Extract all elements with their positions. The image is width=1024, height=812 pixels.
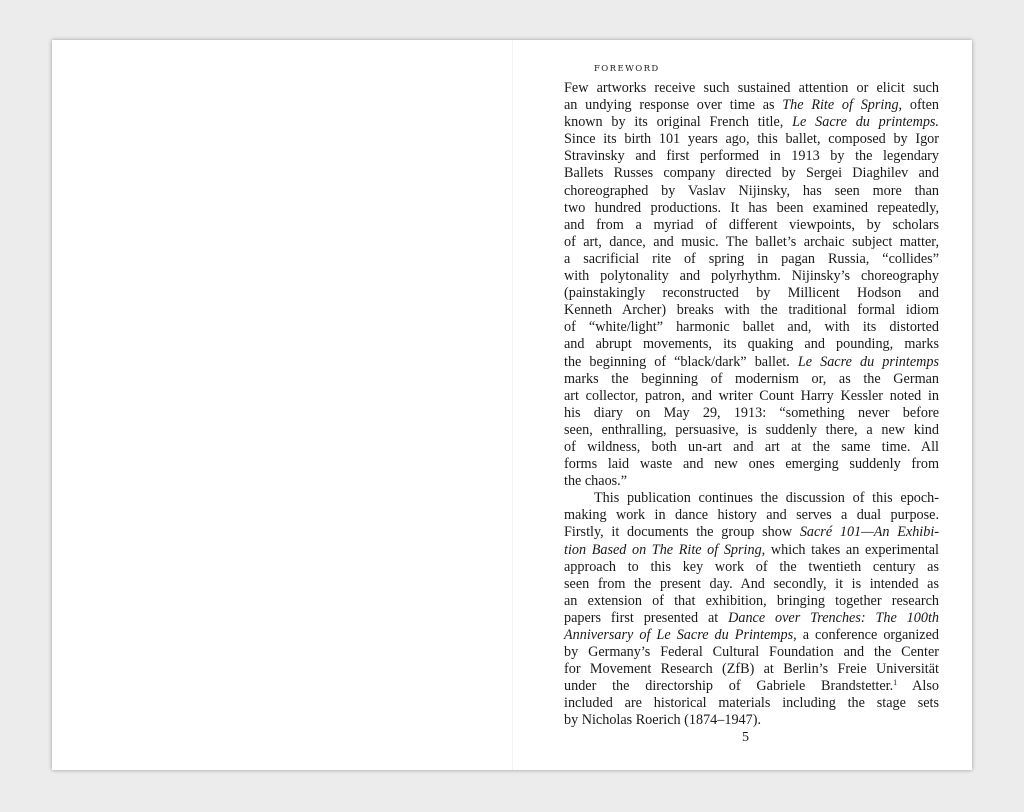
text-line: Few artworks receive such sustained attention or elicit such (564, 80, 939, 96)
text-line: the beginning of “black/dark” ballet. Le Sacre du printemps (564, 353, 939, 370)
italic-title: The Rite of Spring, (782, 97, 903, 114)
text-line: This publication continues the discussion of this epoch- (594, 490, 939, 507)
gutter (512, 40, 513, 770)
italic-title: Anniversary of Le Sacre du Printemps, (564, 627, 797, 643)
text-line: marks the beginning of modernism or, as the German (564, 370, 939, 387)
text-line: making work in dance history and serves a dual purpose. (564, 507, 939, 524)
text-line: included are historical materials including the stage sets (564, 695, 939, 712)
running-head: FOREWORD (594, 64, 660, 74)
text-line: under the directorship of Gabriele Brandstetter.$^1$ Also (564, 678, 939, 695)
text-line: art collector, patron, and writer Count Harry Kessler noted in (564, 387, 939, 404)
right-page (564, 62, 939, 730)
text-line: papers first presented at Dance over Trenches: The 100th (564, 609, 939, 626)
text-line: and abrupt movements, its quaking and pounding, marks (564, 336, 939, 353)
text-line: an undying response over time as The Rite of Spring, often (564, 97, 939, 114)
page-number: 5 (742, 730, 749, 745)
text-line: Anniversary of Le Sacre du Printemps, a conference organized (564, 627, 939, 643)
footnote-marker: 1 (893, 678, 898, 688)
text-line: of “white/light” harmonic ballet and, with its distorted (564, 319, 939, 336)
text-line: tion Based on The Rite of Spring, which takes an experimental (564, 541, 939, 558)
text-line: known by its original French title, Le Sacre du printemps. (564, 114, 939, 131)
text-line: forms laid waste and new ones emerging suddenly from (564, 456, 939, 473)
text-line: approach to this key work of the twentieth century as (564, 558, 939, 575)
text-line: a sacrificial rite of spring in pagan Russia, “collides” (564, 250, 939, 267)
text-line: seen, enthralling, persuasive, is suddenly there, a new kind (564, 421, 939, 438)
italic-title: Le Sacre du printemps (797, 353, 939, 370)
foreword-body-text (564, 80, 939, 730)
text-line: two hundred productions. It has been examined repeatedly, (564, 199, 939, 216)
text-line: Ballets Russes company directed by Sergei Diaghilev and (564, 165, 939, 182)
text-line: of wildness, both un-art and art at the same time. All (564, 438, 939, 455)
text-line: Kenneth Archer) breaks with the traditional formal idiom (564, 302, 939, 319)
text-line: Since its birth 101 years ago, this ballet, composed by Igor (564, 131, 939, 148)
text-line: his diary on May 29, 1913: “something never before (564, 404, 939, 421)
italic-title: Le Sacre du printemps. (792, 114, 939, 131)
text-line: (painstakingly reconstructed by Millicent Hodson and (564, 285, 939, 302)
text-line: Stravinsky and first performed in 1913 by the legendary (564, 148, 939, 165)
text-line: Firstly, it documents the group show Sacré 101—An Exhibi- (564, 524, 939, 541)
text-line: seen from the present day. And secondly, it is intended as (564, 575, 939, 592)
text-line: and from a myriad of different viewpoints, by scholars (564, 216, 939, 233)
text-line: of art, dance, and music. The ballet’s archaic subject matter, (564, 233, 939, 250)
text-line: an extension of that exhibition, bringing together research (564, 592, 939, 609)
text-line: the chaos.” (564, 473, 628, 490)
text-line: by Germany’s Federal Cultural Foundation and the Center (564, 644, 939, 661)
text-line: for Movement Research (ZfB) at Berlin’s Freie Universität (564, 661, 939, 678)
text-line: by Nicholas Roerich (1874–1947). (564, 712, 762, 729)
book-spread (52, 40, 972, 770)
italic-title: Sacré 101—An Exhibi- (799, 524, 939, 541)
text-line: with polytonality and polyrhythm. Nijinsky’s choreography (564, 268, 939, 285)
text-line: choreographed by Vaslav Nijinsky, has seen more than (564, 182, 939, 199)
italic-title: tion Based on The Rite of Spring, (564, 541, 766, 558)
italic-title: Dance over Trenches: The 100th (728, 609, 939, 626)
